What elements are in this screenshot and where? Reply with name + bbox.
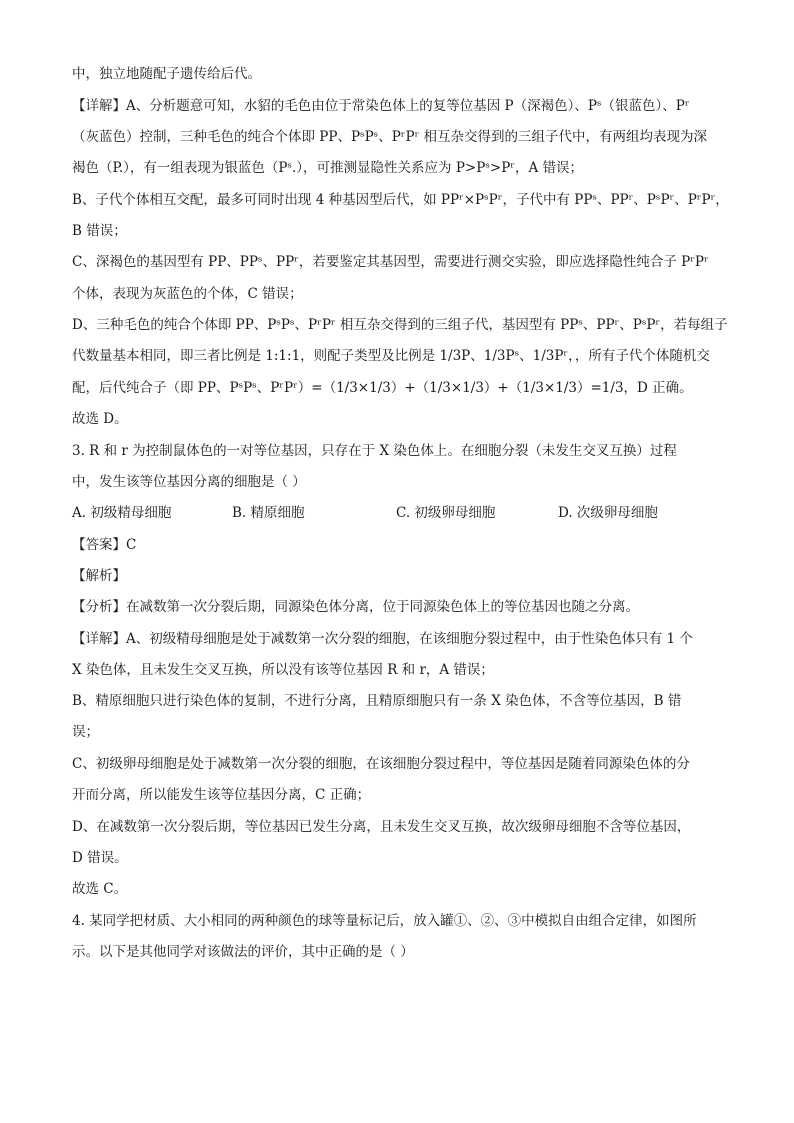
- option-a: A. 初级精母细胞: [72, 505, 172, 521]
- option-b: B. 精原细胞: [232, 505, 305, 521]
- question-4-stem: 示。以下是其他同学对该做法的评价，其中正确的是（ ）: [72, 944, 414, 960]
- text-line: 【详解】A、分析题意可知，水貂的毛色由位于常染色体上的复等位基因 P（深褐色）、Pˢ（银蓝色）、Pʳ: [72, 98, 690, 114]
- text-line: 误；: [72, 724, 99, 740]
- text-line: 开而分离，所以能发生该等位基因分离，C 正确；: [72, 787, 371, 803]
- text-line: （灰蓝色）控制，三种毛色的纯合个体即 PP、PˢPˢ、PʳPʳ 相互杂交得到的三组子代中，有两组均表现为深: [72, 129, 708, 145]
- text-line: 故选 D。: [72, 411, 128, 427]
- question-3-stem: 中，发生该等位基因分离的细胞是（ ）: [72, 474, 306, 490]
- text-line: 【详解】A、初级精母细胞是处于减数第一次分裂的细胞，在该细胞分裂过程中，由于性染色体只有 1 个: [72, 631, 693, 647]
- text-line: C、初级卵母细胞是处于减数第一次分裂的细胞，在该细胞分裂过程中，等位基因是随着同源染色体的分: [72, 756, 690, 772]
- text-line: 代数量基本相同，即三者比例是 1:1:1，则配子类型及比例是 1/3P、1/3Pˢ、1/3Pʳ，，所有子代个体随机交: [72, 348, 710, 364]
- text-line: B 错误；: [72, 223, 127, 239]
- question-3-stem: 3. R 和 r 为控制鼠体色的一对等位基因，只存在于 X 染色体上。在细胞分裂（未发生交叉互换）过程: [72, 443, 677, 459]
- question-4-stem: 4. 某同学把材质、大小相同的两种颜色的球等量标记后，放入罐①、②、③中模拟自由组合定律，如图所: [72, 913, 697, 929]
- option-c: C. 初级卵母细胞: [396, 505, 496, 521]
- text-line: 【分析】在减数第一次分裂后期，同源染色体分离，位于同源染色体上的等位基因也随之分离。: [72, 599, 639, 615]
- text-line: 配，后代纯合子（即 PP、PˢPˢ、PʳPʳ）=（1/3×1/3）+（1/3×1/3）+（1/3×1/3）=1/3，D 正确。: [72, 380, 693, 396]
- text-line: D 错误。: [72, 850, 128, 866]
- text-line: 故选 C。: [72, 881, 128, 897]
- analysis-heading: 【解析】: [72, 568, 126, 584]
- text-line: C、深褐色的基因型有 PP、PPˢ、PPʳ，若要鉴定其基因型，需要进行测交实验，即应选择隐性纯合子 PʳPʳ: [72, 254, 709, 270]
- option-d: D. 次级卵母细胞: [558, 505, 658, 521]
- text-line: D、在减数第一次分裂后期，等位基因已发生分离，且未发生交叉互换，故次级卵母细胞不含等位基因，: [72, 819, 691, 835]
- answer-line: 【答案】C: [72, 537, 137, 553]
- text-line: 褐色（P.），有一组表现为银蓝色（Pˢ.），可推测显隐性关系应为 P>Pˢ>Pʳ，A 错误；: [72, 160, 584, 176]
- text-line: 中，独立地随配子遗传给后代。: [72, 66, 261, 82]
- text-line: D、三种毛色的纯合个体即 PP、PˢPˢ、PʳPʳ 相互杂交得到的三组子代，基因型有 PPˢ、PPʳ、PˢPʳ，若每组子: [72, 317, 728, 333]
- text-line: B、精原细胞只进行染色体的复制，不进行分离，且精原细胞只有一条 X 染色体，不含等位基因，B 错: [72, 693, 682, 709]
- text-line: 个体，表现为灰蓝色的个体，C 错误；: [72, 286, 303, 302]
- text-line: X 染色体，且未发生交叉互换，所以没有该等位基因 R 和 r，A 错误；: [72, 662, 494, 678]
- text-line: B、子代个体相互交配，最多可同时出现 4 种基因型后代，如 PPʳ×PˢPʳ，子代中有 PPˢ、PPʳ、PˢPʳ、PʳPʳ，: [72, 192, 729, 208]
